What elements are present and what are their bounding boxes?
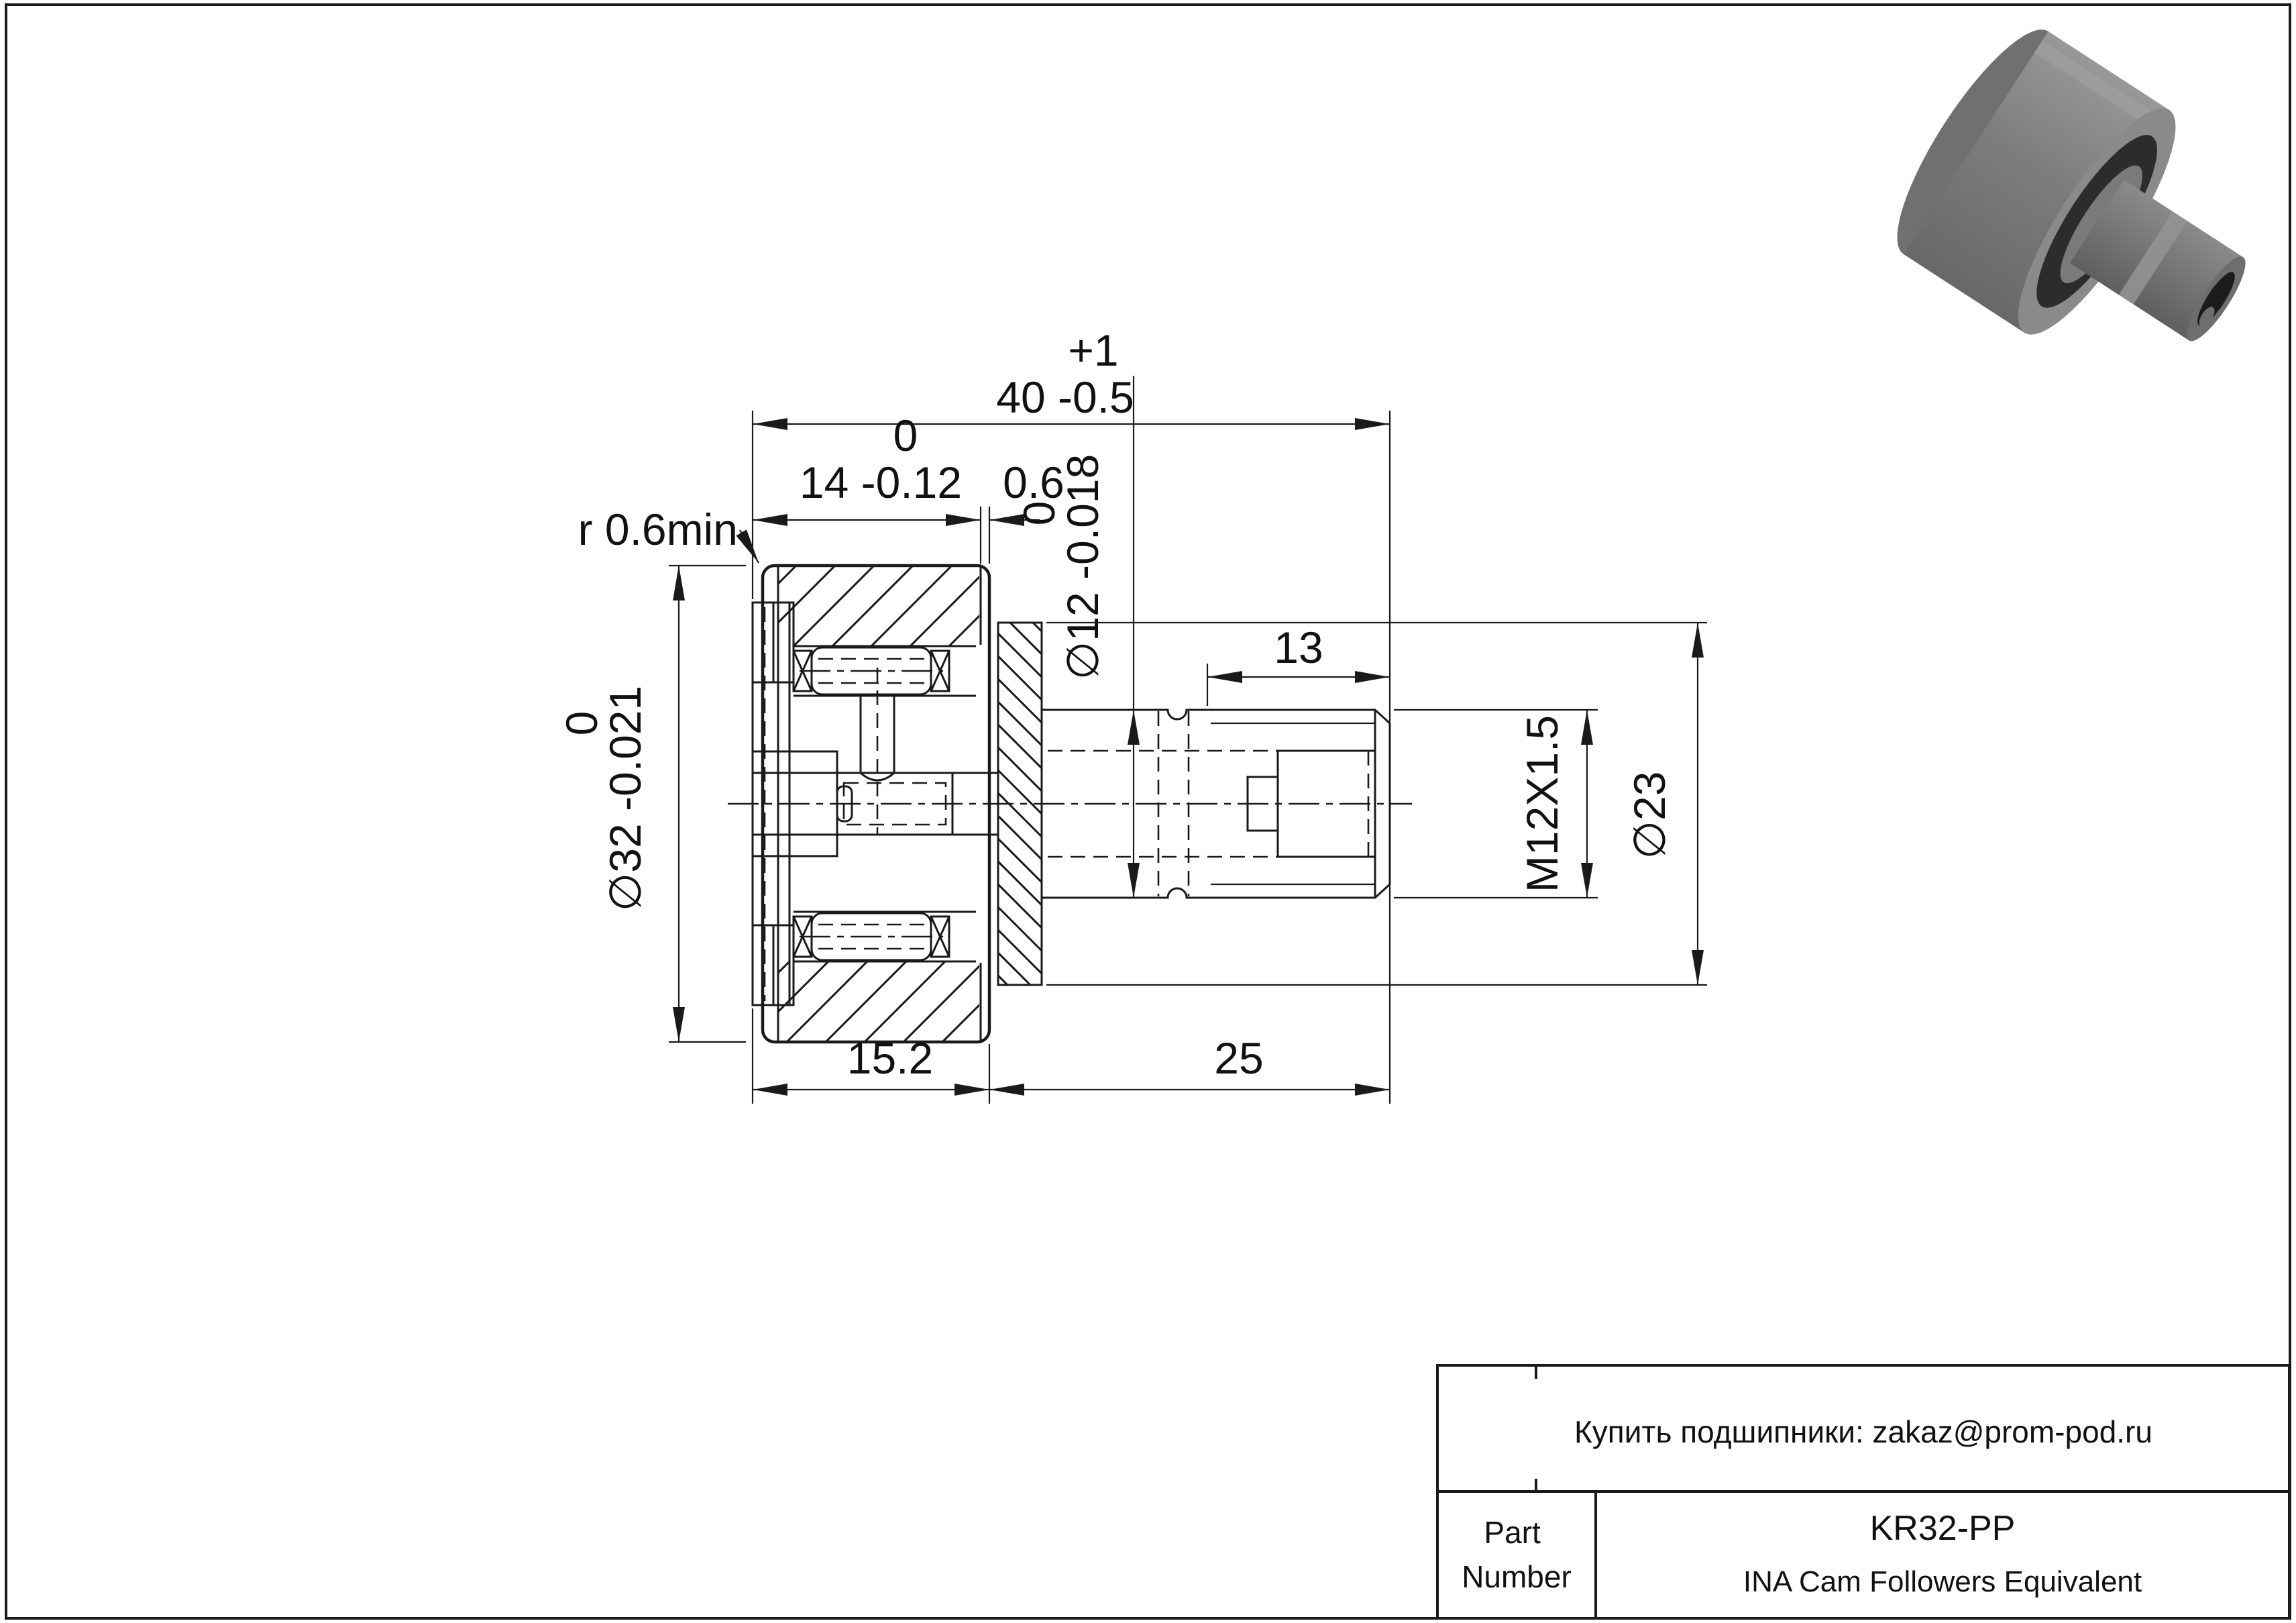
label-stud-dia-sup: 0	[1014, 501, 1064, 526]
part-number-value: KR32-PP	[1869, 1509, 2016, 1548]
label-stud-length: 25	[1214, 1033, 1264, 1083]
part-description: INA Cam Followers Equivalent	[1743, 1565, 2142, 1598]
ring-hatch-bottom	[778, 961, 979, 1041]
label-ring-width-sup: 0	[893, 411, 918, 460]
label-roller-width: 15.2	[846, 1033, 934, 1083]
supplier-contact-text: Купить подшипники: zakaz@prom-pod.ru	[1574, 1414, 2152, 1449]
label-thread-spec: M12X1.5	[1517, 715, 1567, 893]
label-flange-dia: ∅23	[1625, 771, 1674, 859]
label-thread-length: 13	[1274, 623, 1323, 672]
label-stud-dia: ∅12 -0.018	[1058, 454, 1107, 680]
ring-hatch-top	[778, 567, 979, 646]
label-corner-radius: r 0.6min	[578, 505, 738, 554]
label-ring-width: 14 -0.12	[799, 458, 963, 507]
label-roller-od: ∅32 -0.021	[600, 685, 650, 912]
label-overall-width-sup: +1	[1068, 325, 1119, 375]
part-number-label-line1: Part	[1484, 1515, 1541, 1550]
label-cap-gap: 0.6	[1003, 458, 1064, 507]
label-roller-od-sup: 0	[557, 711, 606, 736]
part-number-label-line2: Number	[1462, 1559, 1572, 1594]
label-overall-width: 40 -0.5	[996, 372, 1134, 422]
